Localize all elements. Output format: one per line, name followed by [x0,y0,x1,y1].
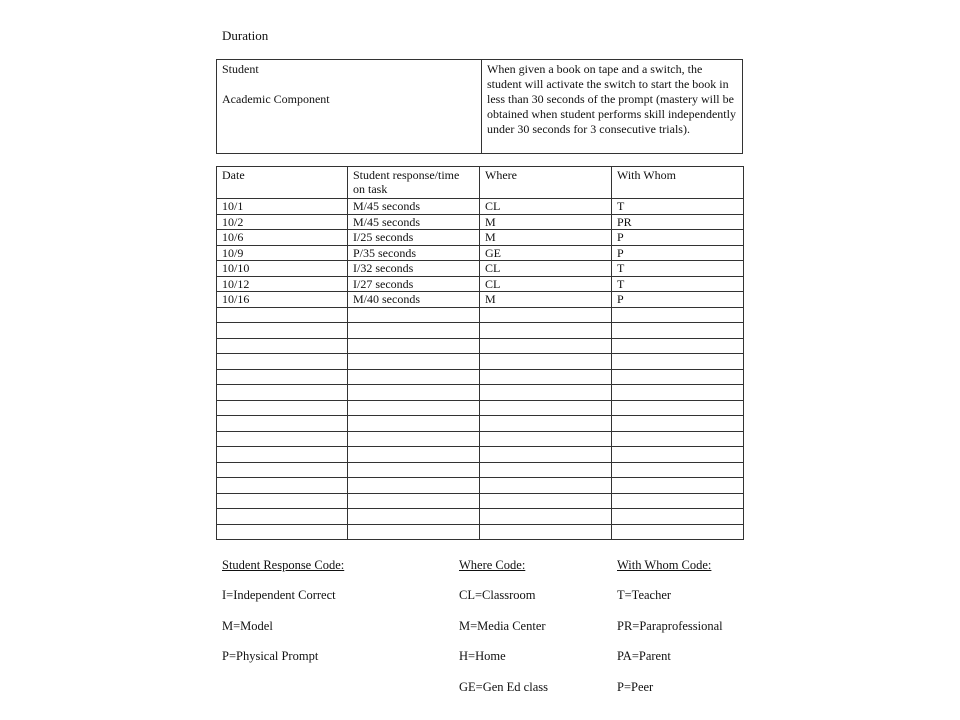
empty-table-row [217,431,744,447]
empty-cell [348,369,480,385]
header-table [216,59,743,154]
empty-table-row [217,462,744,478]
legend-with-whom [617,558,723,710]
empty-cell [480,509,612,525]
empty-cell [480,400,612,416]
cell-with-whom: PR [612,214,744,230]
empty-cell [480,493,612,509]
legend-item: I=Independent Correct [222,588,336,602]
empty-cell [480,431,612,447]
empty-cell [480,369,612,385]
empty-cell [348,416,480,432]
table-row [217,199,744,215]
empty-cell [612,323,744,339]
empty-cell [217,385,348,401]
student-label: Student [222,62,259,76]
cell-where: M [480,230,612,246]
table-row [217,214,744,230]
empty-table-row [217,369,744,385]
empty-cell [612,509,744,525]
cell-with-whom: T [612,199,744,215]
cell-where: CL [480,276,612,292]
cell-date: 10/16 [217,292,348,308]
empty-cell [480,416,612,432]
empty-table-row [217,400,744,416]
legend-item: T=Teacher [617,588,672,602]
empty-cell [612,431,744,447]
legend-item: P=Physical Prompt [222,649,319,663]
legend-item: M=Model [222,618,273,633]
cell-date: 10/6 [217,230,348,246]
table-row [217,261,744,277]
cell-with-whom: P [612,230,744,246]
cell-where: M [480,292,612,308]
empty-cell [480,338,612,354]
table-row [217,230,744,246]
empty-table-row [217,307,744,323]
empty-cell [612,354,744,370]
column-header-date: Date [217,167,348,199]
table-row [217,245,744,261]
empty-cell [612,400,744,416]
legend-item: PR=Paraprofessional [617,618,723,633]
cell-with-whom: P [612,245,744,261]
empty-cell [348,509,480,525]
empty-cell [217,307,348,323]
empty-table-row [217,524,744,540]
legend-heading: With Whom Code: [617,558,712,572]
empty-cell [348,478,480,494]
empty-cell [348,431,480,447]
cell-where: CL [480,199,612,215]
empty-cell [612,385,744,401]
legend-where [459,558,548,710]
empty-cell [480,323,612,339]
cell-with-whom: T [612,276,744,292]
empty-table-row [217,354,744,370]
empty-cell [348,323,480,339]
empty-cell [217,338,348,354]
objective-text: When given a book on tape and a switch, the student will activate the switch to start the book in less than 30 seconds of the prompt (mastery will be obtained when student performs skill independently under 30 seconds for 3 consecutive trials). [487,62,736,136]
legend-item: GE=Gen Ed class [459,679,548,694]
empty-cell [612,493,744,509]
empty-cell [348,338,480,354]
empty-cell [612,338,744,354]
empty-table-row [217,385,744,401]
empty-cell [480,462,612,478]
cell-with-whom: T [612,261,744,277]
empty-table-row [217,478,744,494]
legend-item: H=Home [459,649,506,663]
student-info-cell [217,60,482,154]
empty-cell [217,478,348,494]
cell-where: GE [480,245,612,261]
cell-with-whom: P [612,292,744,308]
cell-date: 10/1 [217,199,348,215]
empty-cell [480,385,612,401]
empty-table-row [217,509,744,525]
empty-cell [217,369,348,385]
empty-cell [217,431,348,447]
cell-where: CL [480,261,612,277]
empty-cell [217,400,348,416]
column-header-response: Student response/time on task [348,167,480,199]
empty-cell [480,307,612,323]
empty-cell [217,323,348,339]
empty-cell [217,509,348,525]
table-row [217,276,744,292]
objective-cell [482,60,743,154]
legend-heading: Where Code: [459,558,526,572]
empty-cell [480,447,612,463]
empty-cell [217,354,348,370]
empty-cell [348,400,480,416]
empty-table-row [217,493,744,509]
legend-item: M=Media Center [459,618,546,633]
empty-cell [612,447,744,463]
column-header-where: Where [480,167,612,199]
academic-component-label: Academic Component [222,92,330,106]
data-table [216,166,744,540]
legend-item: PA=Parent [617,649,671,663]
cell-response: I/27 seconds [348,276,480,292]
empty-cell [480,524,612,540]
cell-response: P/35 seconds [348,245,480,261]
legend-student-response [222,558,344,680]
empty-cell [612,462,744,478]
legend-item: P=Peer [617,679,654,694]
column-header-with-whom: With Whom [612,167,744,199]
table-row [217,292,744,308]
cell-date: 10/2 [217,214,348,230]
cell-date: 10/10 [217,261,348,277]
empty-cell [348,307,480,323]
empty-cell [348,524,480,540]
cell-response: I/32 seconds [348,261,480,277]
cell-date: 10/9 [217,245,348,261]
empty-table-row [217,447,744,463]
table-header-row [217,167,744,199]
cell-where: M [480,214,612,230]
empty-cell [612,416,744,432]
empty-cell [348,354,480,370]
empty-table-row [217,323,744,339]
empty-cell [348,493,480,509]
empty-cell [612,369,744,385]
empty-cell [480,478,612,494]
empty-cell [348,385,480,401]
legend-item: CL=Classroom [459,588,536,602]
empty-cell [612,307,744,323]
cell-response: M/45 seconds [348,199,480,215]
empty-cell [612,524,744,540]
empty-cell [217,462,348,478]
page-title: Duration [222,28,269,43]
empty-cell [348,447,480,463]
empty-cell [612,478,744,494]
cell-response: M/40 seconds [348,292,480,308]
cell-date: 10/12 [217,276,348,292]
empty-cell [348,462,480,478]
legend-heading: Student Response Code: [222,558,345,572]
empty-cell [217,416,348,432]
cell-response: I/25 seconds [348,230,480,246]
empty-cell [217,447,348,463]
empty-cell [480,354,612,370]
empty-cell [217,493,348,509]
empty-cell [217,524,348,540]
empty-table-row [217,338,744,354]
empty-table-row [217,416,744,432]
cell-response: M/45 seconds [348,214,480,230]
